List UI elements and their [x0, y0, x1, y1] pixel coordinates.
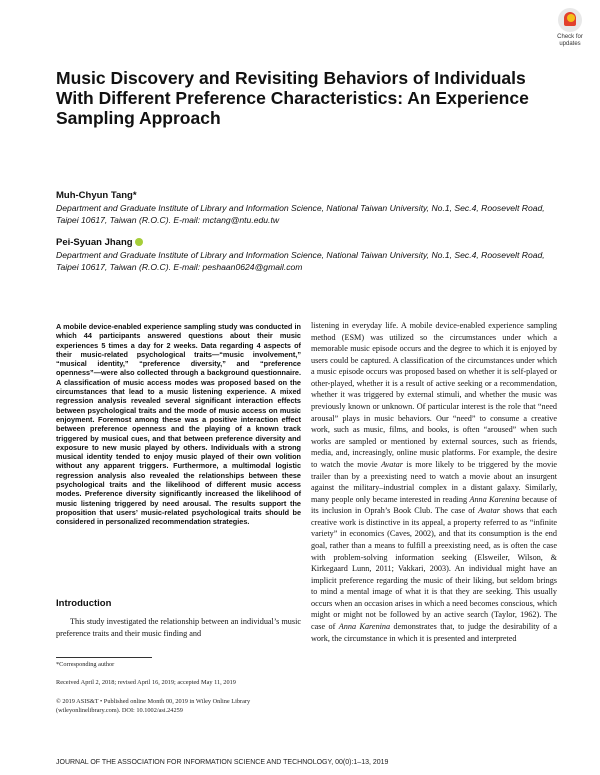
- body-text-right-column: [311, 320, 557, 644]
- author-affiliation-2: Department and Graduate Institute of Library and Information Science, National Taiwan University, No.1, Sec.4, Roosevelt Road, Taipei 10617, Taiwan (R.O.C). E-mail: peshaan0624@gmail.com: [56, 250, 545, 272]
- orcid-icon[interactable]: [135, 238, 143, 246]
- introduction-paragraph: This study investigated the relationship between an individual’s music preference traits and their music finding and: [56, 617, 301, 638]
- footnote-received: Received April 2, 2018; revised April 16, 2019; accepted May 11, 2019: [56, 679, 236, 686]
- footnote-divider: [56, 657, 152, 658]
- footnote-corresponding: *Corresponding author: [56, 661, 115, 668]
- body-text: shows that each creative work is distinctive in its appeal, a property referred to as “infinite variety” in economics (Caves, 2002), and that its consumption is the end goal, rather than a means to fulfill a preexisting need, as is often the case with problem-solving information seeking (Elsweiler, Wilson, & Kirkegaard Lunn, 2011; Vakkari, 2003). An individual might have an implicit preference regarding the music of their liking, but seldom brings to mind a mental image of what it is that they are seeking. This usually occurs when an occasion arises in which a need becomes conscious, which might or might not be followed by an active search (Taylor, 1962). The case of: [311, 506, 558, 632]
- body-text: because of its inclusion in Oprah’s Book Club. The case of: [311, 494, 557, 516]
- badge-line1: Check for: [557, 34, 583, 40]
- italic-title: Anna Karenina: [469, 494, 520, 504]
- crossmark-icon: [558, 8, 582, 32]
- author-affiliation: Department and Graduate Institute of Library and Information Science, National Taiwan University, No.1, Sec.4, Roosevelt Road, Taipei 10617, Taiwan (R.O.C). E-mail: mctang@ntu.edu.tw: [56, 203, 545, 225]
- italic-title: Avatar: [478, 506, 500, 516]
- paper-title: Music Discovery and Revisiting Behaviors of Individuals With Different Preference Characteristics: An Experience Sampling Approach: [56, 68, 529, 128]
- author-name-2: [56, 237, 143, 248]
- italic-title: Anna Karenina: [338, 622, 391, 632]
- body-text: is more likely to be triggered by the movie trailer than by a preexisting need to watch a movie about an insurgent against the military–industrial complex in a distant galaxy. Similarly, many people only became interested in reading: [311, 459, 557, 504]
- section-heading-introduction: Introduction: [56, 598, 112, 609]
- author-name: Muh-Chyun Tang*: [56, 190, 137, 201]
- abstract: A mobile device-enabled experience sampling study was conducted in which 44 participants answered questions about their music experiences 5 times a day for 2 weeks. Data regarding 4 aspects of their music-related psychological traits—“music involvement,” “musical identity,” “preference diversity,” and “preference openness”—were also collected through a background questionnaire. A classification of music access modes was proposed based on the circumstances that lead to a music listening experience. A mixed regression analysis revealed several significant interaction effects between psychological traits and the mode of music access on music enjoyment. Foremost among these was a positive interaction effect between preference openness and the playing of a known track triggered by musical cues, and that between preference diversity and exposure to new music played by others. Individuals with a strong musical identity tended to enjoy music played of their own volition without any apparent triggers. Furthermore, a multimodal logistic regression analysis also revealed the relationships between these psychological traits and the likelihood of different music access modes. Preference diversity significantly increased the likelihood of music listening triggered by need arousal. The results support the proposition that users’ music-related psychological traits should be considered in personalized recommendation strategies.: [56, 322, 301, 527]
- journal-footer: JOURNAL OF THE ASSOCIATION FOR INFORMATION SCIENCE AND TECHNOLOGY, 00(0):1–13, 2019: [56, 759, 389, 766]
- author-name-text: Pei-Syuan Jhang: [56, 237, 133, 248]
- check-for-updates-badge[interactable]: [548, 8, 592, 47]
- body-text: listening in everyday life. A mobile device-enabled experience sampling method (ESM) was utilized so the circumstances under which a memorable music episode occurs and the degree to which it is enjoyed by users could be captured. A classification of the circumstances under which a music episode occurs was proposed based on whether it is self-played or other-played, whether it is a result of active seeking or a recommendation, whether it was triggered by external stimuli, and whether the music was previously known or unknown. Of particular interest is the role that “need arousal” plays in music behaviors. Our “need” to consume a creative work, such as music, films, and books, is often “aroused” when such works are sampled or mentioned by external sources, such as friends, media, and, increasingly, online music platforms. For example, the desire to watch the movie: [311, 321, 557, 469]
- footnote-copyright: © 2019 ASIS&T • Published online Month 00, 2019 in Wiley Online Library (wileyonlinelibrary.com). DOI: 10.1002/asi.24259: [56, 698, 251, 714]
- body-text: demonstrates that, to judge the desirability of a work, the circumstance in which it is presented and interpreted: [311, 622, 557, 643]
- italic-title: Avatar: [381, 459, 403, 469]
- badge-line2: updates: [559, 40, 581, 47]
